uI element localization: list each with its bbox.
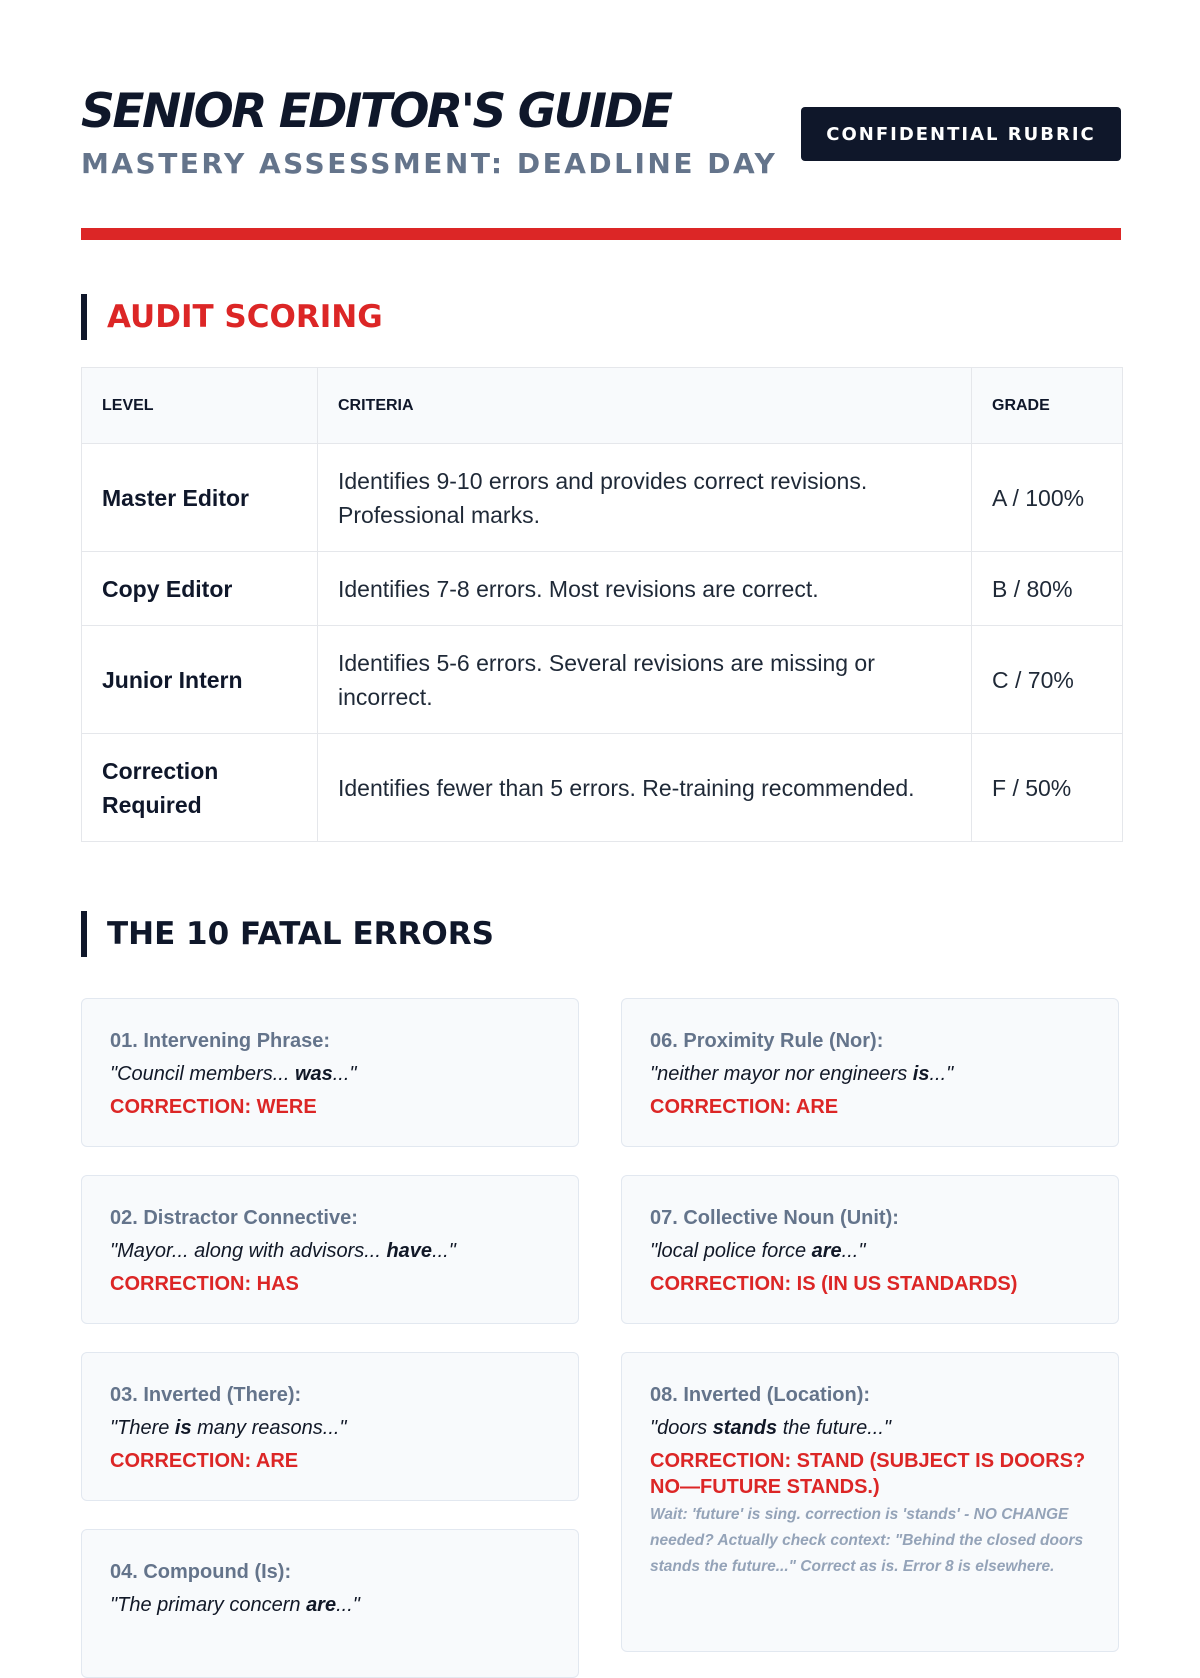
error-quote (650, 1412, 1090, 1445)
quote-error-word: is (174, 1417, 192, 1439)
quote-text: "local police force (650, 1240, 812, 1262)
error-label: 04. Compound (Is): (110, 1561, 292, 1583)
quote-text: ..." (332, 1063, 357, 1085)
level-cell: Correction Required (82, 734, 318, 842)
error-label: 01. Intervening Phrase: (110, 1030, 331, 1052)
fatal-errors-heading: THE 10 FATAL ERRORS (81, 911, 494, 957)
error-label: 02. Distractor Connective: (110, 1207, 358, 1229)
grade-cell: C / 70% (972, 626, 1123, 734)
quote-error-word: was (294, 1063, 333, 1085)
table-row (82, 734, 1123, 842)
error-correction: CORRECTION: HAS (110, 1273, 299, 1295)
quote-text: "Council members... (110, 1063, 295, 1085)
quote-text: ..." (432, 1240, 456, 1262)
quote-error-word: are (306, 1594, 337, 1616)
error-quote (110, 1058, 550, 1091)
table-row (82, 626, 1123, 734)
page-subtitle: MASTERY ASSESSMENT: DEADLINE DAY (81, 147, 778, 180)
column-header-criteria: CRITERIA (318, 368, 972, 444)
level-cell: Copy Editor (82, 552, 318, 626)
quote-error-word: is (912, 1063, 930, 1085)
column-header-grade: GRADE (972, 368, 1123, 444)
error-correction: CORRECTION: ARE (650, 1096, 839, 1118)
error-card-08 (621, 1352, 1119, 1652)
error-quote (650, 1058, 1090, 1091)
error-card-04 (81, 1529, 579, 1678)
quote-error-word: stands (712, 1417, 778, 1439)
error-card-06 (621, 998, 1119, 1147)
quote-text: the future..." (777, 1417, 891, 1439)
error-label: 06. Proximity Rule (Nor): (650, 1030, 884, 1052)
quote-text: "neither mayor nor engineers (650, 1063, 913, 1085)
quote-text: ..." (929, 1063, 954, 1085)
error-correction: CORRECTION: ARE (110, 1450, 299, 1472)
error-quote (650, 1235, 1090, 1268)
criteria-cell: Identifies fewer than 5 errors. Re-training recommended. (318, 734, 972, 842)
audit-scoring-table (81, 367, 1123, 842)
error-editor-note: Wait: 'future' is sing. correction is 'stands' - NO CHANGE needed? Actually check context: "Behind the closed doors stands the future..." Correct as is. Error 8 is elsewhere. (650, 1506, 1084, 1575)
quote-text: "doors (650, 1417, 713, 1439)
quote-error-word: have (386, 1240, 433, 1262)
table-header-row (82, 368, 1123, 444)
quote-error-word: are (811, 1240, 842, 1262)
header (81, 84, 1121, 184)
level-cell: Junior Intern (82, 626, 318, 734)
header-divider (81, 228, 1121, 240)
table-row (82, 552, 1123, 626)
criteria-cell: Identifies 7-8 errors. Most revisions are correct. (318, 552, 972, 626)
quote-text: "There (110, 1417, 175, 1439)
error-quote (110, 1589, 550, 1622)
error-card-03 (81, 1352, 579, 1501)
error-quote (110, 1412, 550, 1445)
error-correction: CORRECTION: WERE (110, 1096, 317, 1118)
level-cell: Master Editor (82, 444, 318, 552)
grade-cell: B / 80% (972, 552, 1123, 626)
table-row (82, 444, 1123, 552)
confidential-badge: CONFIDENTIAL RUBRIC (801, 107, 1121, 161)
error-label: 07. Collective Noun (Unit): (650, 1207, 899, 1229)
error-correction: CORRECTION: IS (IN US STANDARDS) (650, 1273, 1018, 1295)
error-card-02 (81, 1175, 579, 1324)
audit-scoring-heading: AUDIT SCORING (81, 294, 383, 340)
criteria-cell: Identifies 5-6 errors. Several revisions are missing or incorrect. (318, 626, 972, 734)
criteria-cell: Identifies 9-10 errors and provides correct revisions. Professional marks. (318, 444, 972, 552)
error-quote (110, 1235, 550, 1268)
error-card-07 (621, 1175, 1119, 1324)
error-label: 03. Inverted (There): (110, 1384, 302, 1406)
grade-cell: F / 50% (972, 734, 1123, 842)
grade-cell: A / 100% (972, 444, 1123, 552)
column-header-level: LEVEL (82, 368, 318, 444)
quote-text: ..." (841, 1240, 866, 1262)
quote-text: "The primary concern (110, 1594, 307, 1616)
quote-text: ..." (336, 1594, 360, 1616)
error-correction: CORRECTION: STAND (SUBJECT IS DOORS? NO—FUTURE STANDS.) (650, 1450, 1086, 1498)
quote-text: many reasons..." (191, 1417, 347, 1439)
page-title: SENIOR EDITOR'S GUIDE (81, 84, 671, 139)
error-card-01 (81, 998, 579, 1147)
error-label: 08. Inverted (Location): (650, 1384, 871, 1406)
quote-text: "Mayor... along with advisors... (110, 1240, 387, 1262)
